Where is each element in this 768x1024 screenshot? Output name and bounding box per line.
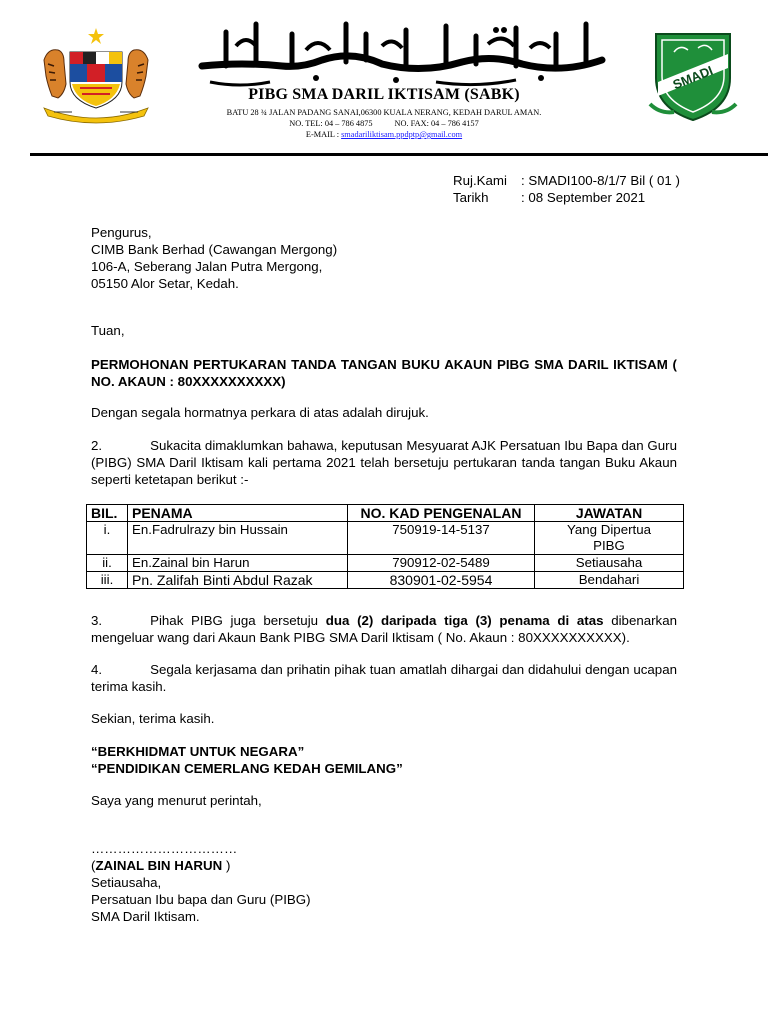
paragraph-2-text: Sukacita dimaklumkan bahawa, keputusan Mesyuarat AJK Persatuan Ibu Bapa dan Guru (PIBG) SMA Daril Iktisam kali pertama 2021 telah bersetuju pertukaran tanda tangan Buku Akaun seperti ketetapan berikut :- <box>91 438 677 487</box>
cell-position: Bendahari <box>535 572 684 589</box>
motto-2: “PENDIDIKAN CEMERLANG KEDAH GEMILANG” <box>91 761 403 776</box>
letter-subject: PERMOHONAN PERTUKARAN TANDA TANGAN BUKU AKAUN PIBG SMA DARIL IKTISAM ( NO. AKAUN : 80XXXXXXXXXX) <box>91 357 677 389</box>
school-email-line <box>0 130 768 140</box>
table-row <box>87 572 684 589</box>
column-header-penama: PENAMA <box>128 505 348 522</box>
closing-line: Sekian, terima kasih. <box>91 711 215 726</box>
cell-position: Setiausaha <box>535 555 684 572</box>
cell-ic: 750919-14-5137 <box>348 522 535 555</box>
signatory-open-paren: ( <box>91 858 96 873</box>
school-arabic-calligraphy-logo <box>196 16 608 90</box>
date-value: : 08 September 2021 <box>521 190 646 205</box>
paragraph-3 <box>91 612 677 646</box>
salutation: Tuan, <box>91 323 125 338</box>
school-contact-numbers <box>0 119 768 129</box>
school-address: BATU 28 ¾ JALAN PADANG SANAI,06300 KUALA NERANG, KEDAH DARUL AMAN. <box>226 108 542 117</box>
cell-name: Pn. Zalifah Binti Abdul Razak <box>128 572 348 589</box>
recipient-line: 05150 Alor Setar, Kedah. <box>91 276 239 291</box>
ref-value: : SMADI100-8/1/7 Bil ( 01 ) <box>521 173 680 188</box>
column-header-jawatan: JAWATAN <box>535 505 684 522</box>
phone-number: NO. TEL: 04 – 786 4875 <box>289 119 373 128</box>
paragraph-4 <box>91 661 677 695</box>
signatory-name: ZAINAL BIN HARUN <box>95 858 223 873</box>
cell-bil: iii. <box>87 572 128 589</box>
signatory-title: Setiausaha, <box>91 875 162 890</box>
recipient-line: 106-A, Seberang Jalan Putra Mergong, <box>91 259 323 274</box>
recipient-address <box>91 224 677 292</box>
signature-dots: …………………………… <box>91 841 238 856</box>
recipient-line: Pengurus, <box>91 225 152 240</box>
motto-1: “BERKHIDMAT UNTUK NEGARA” <box>91 744 305 759</box>
paragraph-2 <box>91 437 677 488</box>
signatory-organisation: Persatuan Ibu bapa dan Guru (PIBG) <box>91 892 311 907</box>
arabic-title-text: مدرسة دار الاعتصام <box>196 16 205 17</box>
date-label: Tarikh <box>453 190 489 205</box>
ref-label: Ruj.Kami <box>453 173 507 188</box>
paragraph-3-number: 3. <box>91 613 103 628</box>
table-header-row <box>87 505 684 522</box>
recipient-line: CIMB Bank Berhad (Cawangan Mergong) <box>91 242 338 257</box>
cell-ic: 830901-02-5954 <box>348 572 535 589</box>
signatory-school: SMA Daril Iktisam. <box>91 909 200 924</box>
reference-block <box>453 172 680 206</box>
cell-bil: ii. <box>87 555 128 572</box>
column-header-ic: NO. KAD PENGENALAN <box>348 505 535 522</box>
signatory-close-paren: ) <box>222 858 231 873</box>
paragraph-3-text-b: dibenarkan mengeluar wang dari Akaun Bank PIBG SMA Daril Iktisam ( No. Akaun : 80XXXXXXXXXX). <box>91 613 677 645</box>
email-label: E-MAIL : <box>305 130 339 139</box>
cell-position: Yang Dipertua PIBG <box>535 522 684 555</box>
paragraph-3-text-a: Pihak PIBG juga bersetuju <box>150 613 326 628</box>
paragraph-4-text: Segala kerjasama dan prihatin pihak tuan amatlah dihargai dan didahului dengan ucapan terima kasih. <box>91 662 677 694</box>
paragraph-2-number: 2. <box>91 438 103 453</box>
sign-off: Saya yang menurut perintah, <box>91 793 262 808</box>
cell-name: En.Fadrulrazy bin Hussain <box>128 522 348 555</box>
crest-smadi-label: SMADI <box>670 62 716 93</box>
column-header-bil: BIL. <box>87 505 128 522</box>
paragraph-4-number: 4. <box>91 662 103 677</box>
paragraph-3-emphasis: dua (2) daripada tiga (3) penama di atas <box>325 613 604 628</box>
signatory-name-line <box>91 857 677 874</box>
cell-ic: 790912-02-5489 <box>348 555 535 572</box>
paragraph-1: Dengan segala hormatnya perkara di atas adalah dirujuk. <box>91 405 429 420</box>
cell-bil: i. <box>87 522 128 555</box>
school-name: PIBG SMA DARIL IKTISAM (SABK) <box>248 86 520 103</box>
email-link[interactable]: smadariliktisam.ppdptp@gmail.com <box>341 130 463 139</box>
header-divider <box>30 153 768 156</box>
cell-name: En.Zainal bin Harun <box>128 555 348 572</box>
table-row <box>87 522 684 555</box>
table-row <box>87 555 684 572</box>
signatories-table <box>86 504 684 589</box>
fax-number: NO. FAX: 04 – 786 4157 <box>394 119 479 128</box>
